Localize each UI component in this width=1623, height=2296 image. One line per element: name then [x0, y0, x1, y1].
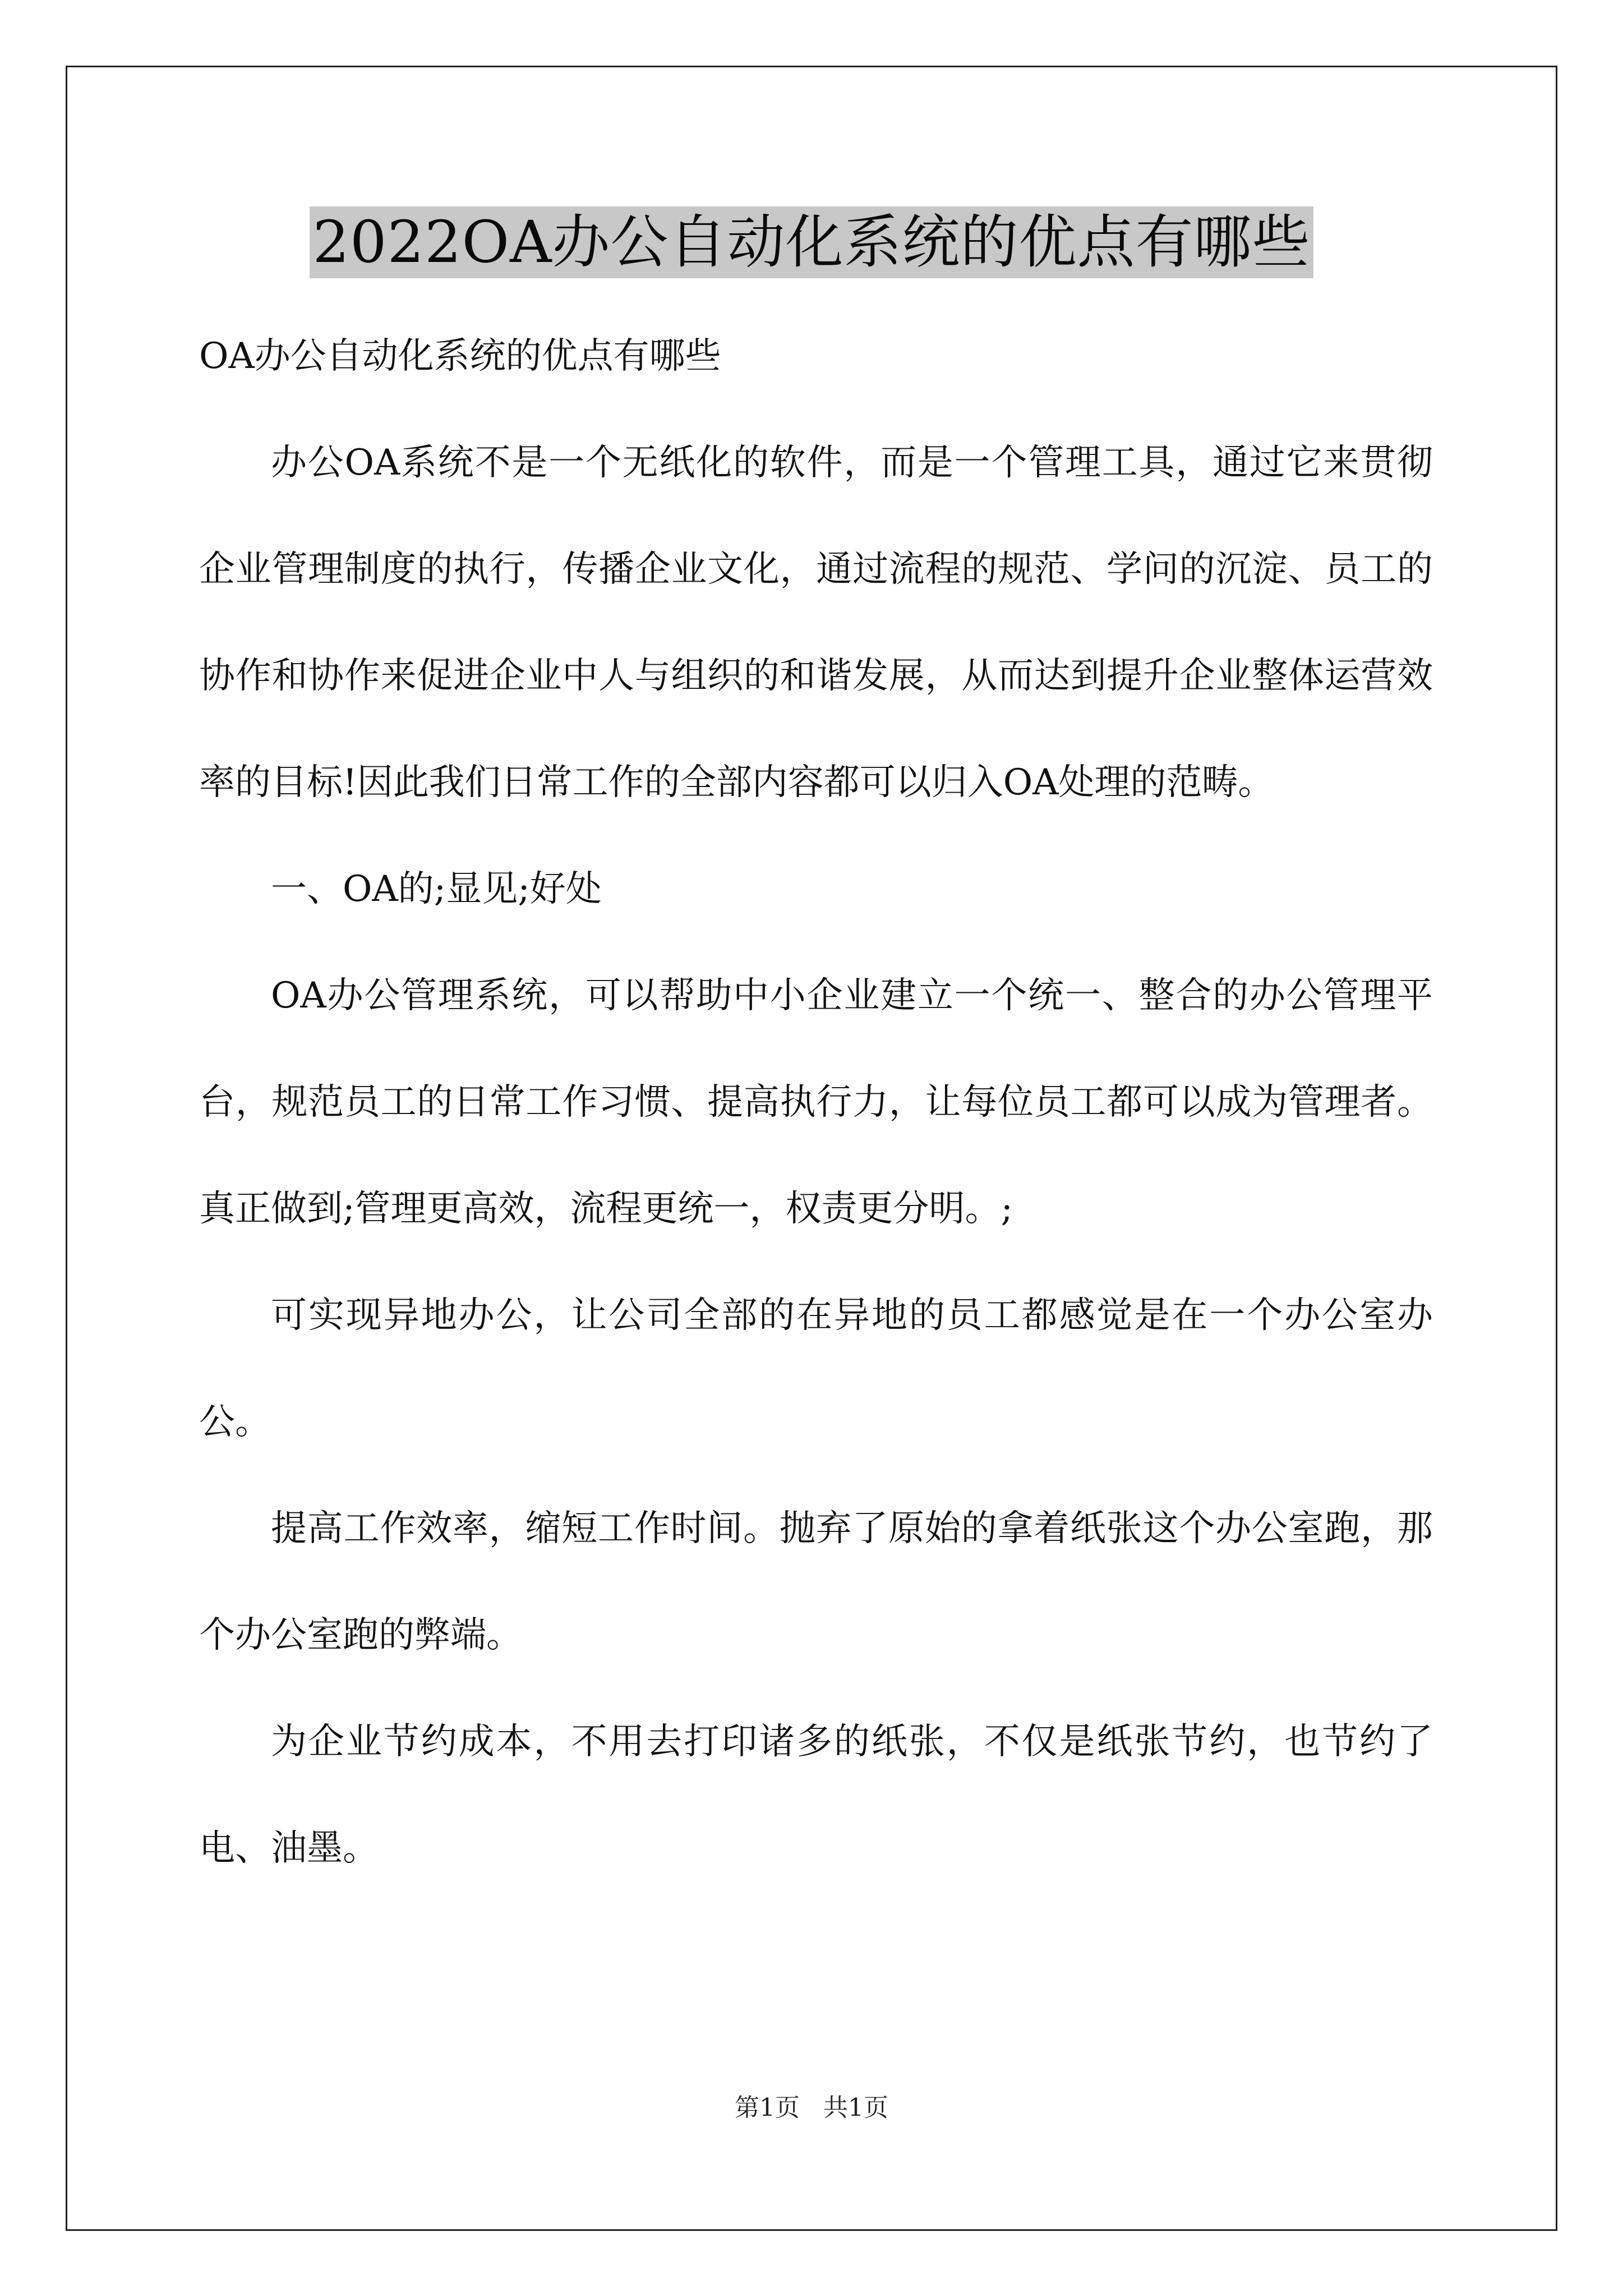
page-number: 第1页 共1页 — [735, 2093, 888, 2122]
benefit-paragraph-4: 为企业节约成本，不用去打印诸多的纸张，不仅是纸张节约，也节约了电、油墨。 — [199, 1721, 1433, 1869]
benefit-paragraph-3: 提高工作效率，缩短工作时间。抛弃了原始的拿着纸张这个办公室跑，那个办公室跑的弊端。 — [199, 1508, 1433, 1656]
page-footer — [0, 2091, 1623, 2125]
document-title: 2022OA办公自动化系统的优点有哪些 — [310, 206, 1314, 278]
section-heading: 一、OA的;显见;好处 — [271, 868, 602, 910]
document-body — [199, 303, 1433, 1902]
benefit-paragraph-1: OA办公管理系统，可以帮助中小企业建立一个统一、整合的办公管理平台，规范员工的日常工作习惯、提高执行力，让每位员工都可以成为管理者。真正做到;管理更高效，流程更统一，权责更分明。; — [199, 975, 1433, 1230]
subtitle-paragraph: OA办公自动化系统的优点有哪些 — [199, 335, 721, 377]
title-container — [0, 206, 1623, 278]
benefit-paragraph-2: 可实现异地办公，让公司全部的在异地的员工都感觉是在一个办公室办公。 — [199, 1295, 1433, 1443]
intro-paragraph: 办公OA系统不是一个无纸化的软件，而是一个管理工具，通过它来贯彻企业管理制度的执行，传播企业文化，通过流程的规范、学问的沉淀、员工的协作和协作来促进企业中人与组织的和谐发展，从而达到提升企业整体运营效率的目标!因此我们日常工作的全部内容都可以归入OA处理的范畴。 — [199, 442, 1433, 803]
